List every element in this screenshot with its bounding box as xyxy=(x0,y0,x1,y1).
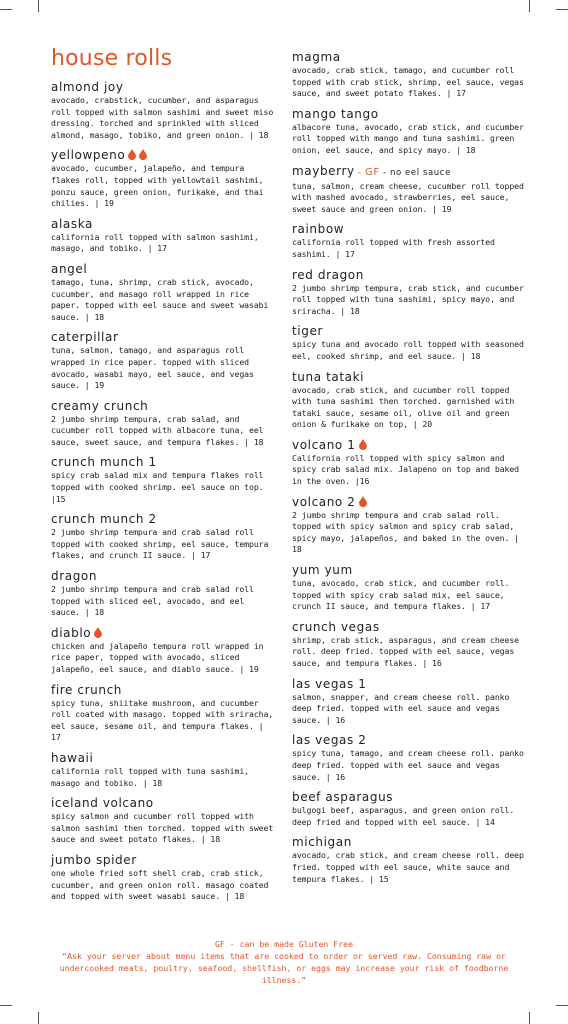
menu-item-name xyxy=(51,80,277,95)
menu-item-name-text: crunch munch 1 xyxy=(51,455,157,470)
menu-item-name xyxy=(292,107,530,122)
menu-item-description: bulgogi beef, asparagus, and green onion roll. deep fried and topped with eel sauce. | 14 xyxy=(292,805,515,827)
menu-item-description: avocado, crab stick, and cream cheese roll. deep fried. topped with eel sauce, white sauce and tempura flakes. | 15 xyxy=(292,850,524,884)
menu-item xyxy=(51,399,277,449)
menu-item xyxy=(51,217,277,255)
menu-item xyxy=(292,324,530,362)
menu-item-name xyxy=(51,512,277,527)
menu-item xyxy=(292,620,530,670)
menu-list-left xyxy=(51,80,277,903)
menu-item-name xyxy=(292,268,530,283)
chili-icon xyxy=(139,149,147,160)
menu-item-description: california roll topped with fresh assorted sashimi. | 17 xyxy=(292,237,495,259)
menu-list-right xyxy=(292,50,530,885)
menu-item-name-text: volcano 2 xyxy=(292,494,356,509)
menu-item-description: California roll topped with spicy salmon and spicy crab salad mix. Jalapeno on top and baked in the oven. |16 xyxy=(292,452,519,487)
menu-item-name xyxy=(292,790,530,805)
menu-item-description: california roll topped with salmon sashimi, masago, and tobiko. | 17 xyxy=(51,231,259,254)
menu-item-name-text: angel xyxy=(51,261,88,276)
item-note: - no eel sauce xyxy=(379,167,451,178)
tag-separator: - xyxy=(354,167,365,178)
menu-item xyxy=(292,164,530,216)
menu-item-description: spicy tuna, tamago, and cream cheese roll. panko deep fried. topped with eel sauce and vegas sauce. | 16 xyxy=(292,748,524,782)
menu-item-description: california roll topped with tuna sashimi, masago and tobiko. | 18 xyxy=(51,765,250,788)
menu-item-description: tuna, avocado, crab stick, and cucumber roll. topped with spicy crab salad mix, eel sauce, crunch II sauce, and tempura flakes. | 17 xyxy=(292,578,510,612)
menu-item-name xyxy=(292,50,530,65)
menu-item-description: tuna, salmon, cream cheese, cucumber roll topped with mashed avocado, strawberries, eel sauce, sweet sauce and green onion. | 19 xyxy=(292,180,524,214)
crop-mark xyxy=(38,1012,39,1024)
section-title: house rolls xyxy=(51,46,173,71)
menu-item xyxy=(292,790,530,828)
menu-item-name-text: red dragon xyxy=(292,267,364,282)
menu-item-name xyxy=(51,683,277,698)
menu-item xyxy=(51,626,277,676)
menu-item-description: spicy crab salad mix and tempura flakes roll topped with cooked shrimp. eel sauce on top. |15 xyxy=(51,470,264,504)
menu-item-name xyxy=(51,262,277,277)
menu-item-name xyxy=(292,222,530,237)
menu-item-name xyxy=(51,399,277,414)
menu-item-name xyxy=(292,164,530,181)
menu-item-name-text: magma xyxy=(292,50,341,64)
menu-item-description: avocado, crab stick, tamago, and cucumber roll topped with crab stick, shrimp, eel sauce, vegas sauce, and sweet potato flakes. | 17 xyxy=(292,65,524,99)
menu-item-name xyxy=(51,751,277,766)
menu-item-description: avocado, cucumber, jalapeño, and tempura flakes roll, topped with yellowtail sashimi, ponzu sauce, green onion, furikake, and thai chilies. | 19 xyxy=(51,163,264,209)
menu-item-name-text: fire crunch xyxy=(51,682,122,697)
menu-item-description: 2 jumbo shrimp tempura and crab salad roll. topped with spicy salmon and spicy crab salad, spicy mayo, jalapeños, and baked in the oven. | 18 xyxy=(292,509,519,555)
menu-item xyxy=(51,455,277,505)
menu-item-name-text: almond joy xyxy=(51,80,124,94)
menu-item-name xyxy=(51,569,277,584)
menu-item-description: tamago, tuna, shrimp, crab stick, avocado, cucumber, and masago roll wrapped in rice paper. topped with eel sauce and sweet wasabi sauce. | 18 xyxy=(51,276,269,322)
menu-item xyxy=(292,438,530,488)
menu-item-description: spicy salmon and cucumber roll topped with salmon sashimi then torched. topped with sweet sauce and sweet potato flakes. | 18 xyxy=(51,811,274,845)
crop-mark xyxy=(529,1012,530,1024)
menu-item-name xyxy=(292,324,530,339)
menu-item xyxy=(51,683,277,744)
gluten-free-note: GF - can be made Gluten Free xyxy=(214,939,354,949)
menu-item-name-text: crunch vegas xyxy=(292,619,380,634)
menu-item-description: 2 jumbo shrimp tempura, crab salad, and cucumber roll topped with albacore tuna, eel sauce, sweet sauce, and tempura flakes. | 18 xyxy=(51,413,264,447)
menu-item-name xyxy=(51,626,277,641)
menu-item-name xyxy=(51,330,277,345)
menu-item-name-text: crunch munch 2 xyxy=(51,512,157,527)
menu-item xyxy=(292,677,530,727)
menu-item xyxy=(51,330,277,391)
menu-item-name-text: rainbow xyxy=(292,222,345,237)
menu-item-description: 2 jumbo shrimp tempura and crab salad roll topped with sliced eel, avocado, and eel sauce. | 18 xyxy=(51,584,254,618)
menu-item-name xyxy=(292,835,530,850)
menu-item-name-text: jumbo spider xyxy=(51,852,137,867)
chili-icon xyxy=(94,627,102,638)
footer xyxy=(0,938,568,986)
menu-item xyxy=(51,148,277,209)
menu-item-description: avocado, crabstick, cucumber, and asparagus roll topped with salmon sashimi and sweet miso dressing. torched and sprinkled with sliced almond, masago, tobiko, and green onion. | 18 xyxy=(51,95,274,140)
crop-mark xyxy=(0,9,12,10)
menu-item-name-text: yellowpeno xyxy=(51,148,126,163)
menu-item xyxy=(51,796,277,846)
menu-item-name-text: las vegas 1 xyxy=(292,676,367,691)
menu-item-name-text: hawaii xyxy=(51,750,94,765)
chili-icon xyxy=(359,496,367,507)
menu-item-description: 2 jumbo shrimp tempura, crab stick, and cucumber roll topped with tuna sashimi, spicy mayo, and sriracha. | 18 xyxy=(292,282,524,316)
menu-item-name-text: tuna tataki xyxy=(292,369,365,384)
menu-item-name xyxy=(51,148,277,163)
menu-item-description: tuna, salmon, tamago, and asparagus roll wrapped in rice paper. topped with sliced avocado, wasabi mayo, eel sauce, and vegas sauce. | 19 xyxy=(51,345,254,391)
menu-item-name-text: yum yum xyxy=(292,563,353,578)
menu-item xyxy=(51,262,277,323)
menu-item-name-text: iceland volcano xyxy=(51,796,154,811)
menu-item-description: 2 jumbo shrimp tempura and crab salad roll topped with cooked shrimp, eel sauce, tempura flakes, and crunch II sauce. | 17 xyxy=(51,527,269,561)
menu-item xyxy=(292,563,530,613)
menu-item xyxy=(292,733,530,783)
menu-item xyxy=(292,107,530,157)
menu-item-description: avocado, crab stick, and cucumber roll topped with tuna sashimi then torched. garnished with tataki sauce, sesame oil, olive oil and green onion & furikake on top, | 20 xyxy=(292,384,515,430)
menu-item xyxy=(51,512,277,562)
menu-item xyxy=(292,835,530,885)
menu-item xyxy=(51,80,277,141)
menu-item-name xyxy=(51,217,277,232)
crop-mark xyxy=(556,9,568,10)
crop-mark xyxy=(556,1005,568,1006)
chili-icon xyxy=(128,149,136,160)
menu-item-description: spicy tuna, shiitake mushroom, and cucumber roll coated with masago. topped with sriracha, eel sauce, sesame oil, and tempura flakes. | 17 xyxy=(51,697,274,743)
menu-item-name-text: mayberry xyxy=(292,163,355,178)
menu-item-description: salmon, snapper, and cream cheese roll. panko deep fried. topped with eel sauce and vegas sauce. | 16 xyxy=(292,691,510,725)
chili-icon xyxy=(359,439,367,450)
gluten-free-tag: GF xyxy=(364,166,380,178)
right-column xyxy=(292,50,530,892)
menu-item-name-text: mango tango xyxy=(292,106,379,121)
menu-item-name xyxy=(292,620,530,635)
menu-item-name-text: las vegas 2 xyxy=(292,733,367,748)
menu-item-name-text: michigan xyxy=(292,835,352,850)
left-column xyxy=(51,46,277,910)
crop-mark xyxy=(0,1005,12,1006)
menu-item xyxy=(51,853,277,903)
menu-item-name-text: alaska xyxy=(51,216,93,231)
menu-item xyxy=(292,495,530,556)
menu-item-name xyxy=(51,796,277,811)
raw-food-advisory: “Ask your server about menu items that are cooked to order or served raw. Consuming raw or undercooked meats, poultry, seafood, shellfish, or eggs may increase your risk of foodborne illness.” xyxy=(59,951,509,985)
menu-item-name-text: volcano 1 xyxy=(292,437,356,452)
menu-item-name xyxy=(292,677,530,692)
menu-item-name xyxy=(292,370,530,385)
menu-item-name xyxy=(292,563,530,578)
menu-item-name-text: diablo xyxy=(51,625,92,640)
menu-item xyxy=(292,268,530,318)
menu-item-description: shrimp, crab stick, asparagus, and cream cheese roll. deep fried. topped with eel sauce, vegas sauce, and tempura flakes. | 16 xyxy=(292,634,519,668)
menu-item-description: chicken and jalapeño tempura roll wrapped in rice paper, topped with avocado, sliced jalapeño, eel sauce, and diablo sauce. | 19 xyxy=(51,640,264,674)
crop-mark xyxy=(529,0,530,12)
menu-item-description: albacore tuna, avocado, crab stick, and cucumber roll topped with mango and tuna sashimi. green onion, eel sauce, and spicy mayo. | 18 xyxy=(292,121,524,155)
menu-item xyxy=(292,50,530,100)
menu-item-name xyxy=(51,455,277,470)
menu-item-name-text: caterpillar xyxy=(51,330,119,345)
menu-item-name xyxy=(292,438,530,453)
menu-item-description: one whole fried soft shell crab, crab stick, cucumber, and green onion roll. masago coated and topped with sweet wasabi sauce. | 18 xyxy=(51,867,269,902)
menu-item-name-text: creamy crunch xyxy=(51,398,149,413)
menu-item-name-text: tiger xyxy=(292,324,323,339)
menu-item xyxy=(51,569,277,619)
menu-item xyxy=(51,751,277,789)
menu-item xyxy=(292,222,530,260)
menu-item-name xyxy=(51,853,277,868)
menu-item-name xyxy=(292,495,530,510)
crop-mark xyxy=(38,0,39,12)
menu-item-name xyxy=(292,733,530,748)
menu-item-name-text: beef asparagus xyxy=(292,790,394,805)
menu-item xyxy=(292,370,530,431)
menu-item-description: spicy tuna and avocado roll topped with seasoned eel, cooked shrimp, and eel sauce. | 18 xyxy=(292,339,524,361)
menu-item-name-text: dragon xyxy=(51,569,98,584)
